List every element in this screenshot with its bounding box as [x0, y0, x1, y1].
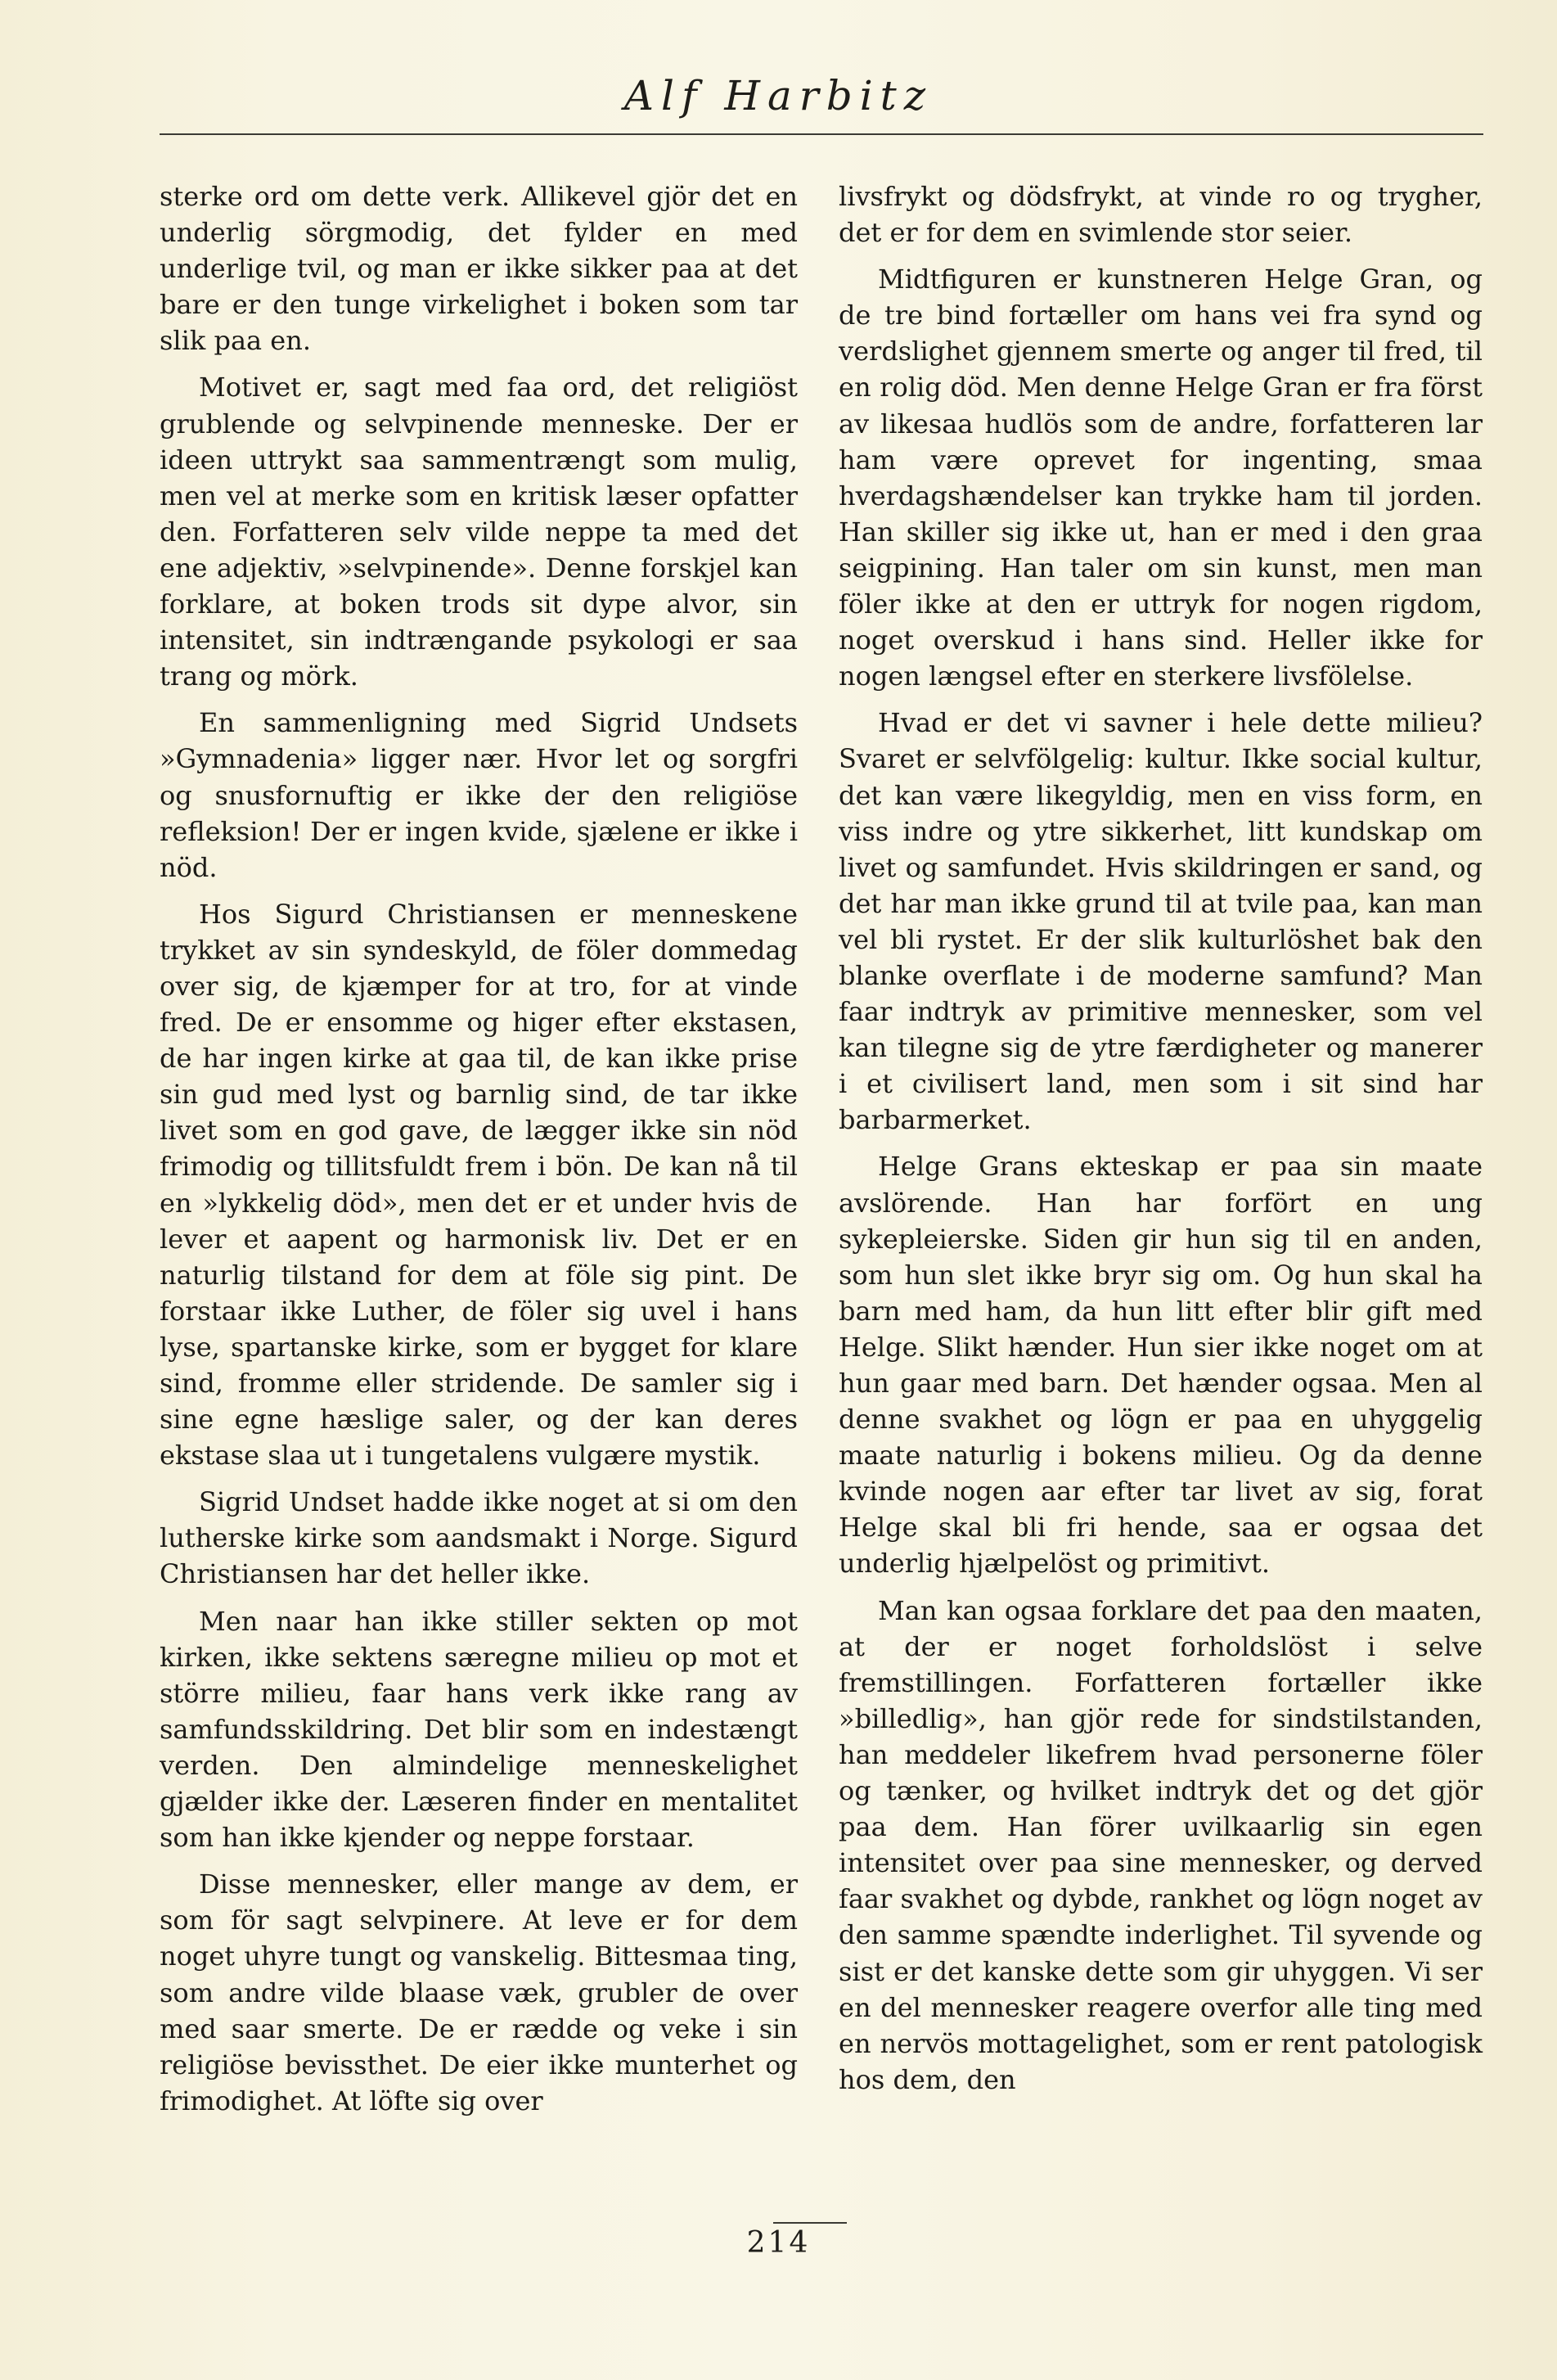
- paragraph: Disse mennesker, eller mange av dem, er som för sagt selvpinere. At leve er for dem noget uhyre tungt og vanskelig. Bittesmaa ting, som andre vilde blaase væk, grubler de over med saar smerte. De er rædde og veke i sin religiöse bevissthet. De eier ikke munterhet og frimodighet. At löfte sig over: [160, 1868, 798, 2116]
- header-rule: [160, 133, 1483, 135]
- running-header-title: Alf Harbitz: [623, 72, 934, 119]
- paragraph: Men naar han ikke stiller sekten op mot kirken, ikke sektens særegne milieu op mot et större milieu, faar hans verk ikke rang av samfundsskildring. Det blir som en indestængt verden. Den almindelige menneskelighet gjælder ikke der. Læseren finder en mentalitet som han ikke kjender og neppe forstaar.: [160, 1605, 798, 1854]
- paragraph: Man kan ogsaa forklare det paa den maaten, at der er noget forholdslöst i selve fremstillingen. Forfatteren fortæller ikke »billedlig», han gjör rede for sindstilstanden, han meddeler likefrem hvad personerne föler og tænker, og hvilket indtryk det og det gjör paa dem. Han förer uvilkaarlig sin egen intensitet over paa sine mennesker, og derved faar svakhet og dybde, rankhet og lögn noget av den samme spændte inderlighet. Til syvende og sist er det kanske dette som gir uhyggen. Vi ser en del mennesker reagere overfor alle ting med en nervös mottagelighet, som er rent patologisk hos dem, den: [839, 1594, 1483, 2095]
- paragraph: Midtfiguren er kunstneren Helge Gran, og de tre bind fortæller om hans vei fra synd og verdslighet gjennem smerte og anger til fred, til en rolig död. Men denne Helge Gran er fra först av likesaa hudlös som de andre, forfatteren lar ham være oprevet for ingenting, smaa hverdagshændelser kan trykke ham til jorden. Han skiller sig ikke ut, han er med i den graa seigpining. Han taler om sin kunst, men man föler ikke at den er uttryk for nogen rigdom, noget overskud i hans sind. Heller ikke for nogen længsel efter en sterkere livsfölelse.: [839, 264, 1483, 692]
- paragraph: Helge Grans ekteskap er paa sin maate avslörende. Han har forfört en ung sykepleierske. Siden gir hun sig til en anden, som hun slet ikke bryr sig om. Og hun skal ha barn med ham, da hun litt efter blir gift med Helge. Slikt hænder. Hun sier ikke noget om at hun gaar med barn. Det hænder ogsaa. Men al denne svakhet og lögn er paa en uhyggelig maate naturlig i bokens milieu. Og da denne kvinde nogen aar efter tar livet av sig, forat Helge skal bli fri hende, saa er ogsaa det underlig hjælpelöst og primitivt.: [839, 1151, 1483, 1580]
- paragraph: En sammenligning med Sigrid Undsets »Gymnadenia» ligger nær. Hvor let og sorgfri og snusfornuftig er ikke der den religiöse refleksion! Der er ingen kvide, sjælene er ikke i nöd.: [160, 707, 798, 883]
- paragraph: Hos Sigurd Christiansen er menneskene trykket av sin syndeskyld, de föler dommedag over sig, de kjæmper for at tro, for at vinde fred. De er ensomme og higer efter ekstasen, de har ingen kirke at gaa til, de kan ikke prise sin gud med lyst og barnlig sind, de tar ikke livet som en god gave, de lægger ikke sin nöd frimodig og tillitsfuldt frem i bön. De kan nå til en »lykkelig död», men det er et under hvis de lever et aapent og harmonisk liv. Det er en naturlig tilstand for dem at föle sig pint. De forstaar ikke Luther, de föler sig uvel i hans lyse, spartanske kirke, som er bygget for klare sind, fromme eller stridende. De samler sig i sine egne hæslige saler, og der kan deres ekstase slaa ut i tungetalens vulgære mystik.: [160, 898, 798, 1472]
- paragraph: Motivet er, sagt med faa ord, det religiöst grublende og selvpinende menneske. Der er ideen uttrykt saa sammentrængt som mulig, men vel at merke som en kritisk læser opfatter den. Forfatteren selv vilde neppe ta med det ene adjektiv, »selvpinende». Denne forskjel kan forklare, at boken trods sit dype alvor, sin intensitet, sin indtrængande psykologi er saa trang og mörk.: [160, 372, 798, 692]
- page-number-rule: [773, 2222, 847, 2224]
- paragraph: livsfrykt og dödsfrykt, at vinde ro og trygher, det er for dem en svimlende stor seier.: [839, 181, 1483, 249]
- paragraph: Hvad er det vi savner i hele dette milieu? Svaret er selvfölgelig: kultur. Ikke social kultur, det kan være likegyldig, men en viss form, en viss indre og ytre sikkerhet, litt kundskap om livet og samfundet. Hvis skildringen er sand, og det har man ikke grund til at tvile paa, kan man vel bli rystet. Er der slik kulturlöshet bak den blanke overflate i de moderne samfund? Man faar indtryk av primitive mennesker, som vel kan tilegne sig de ytre færdigheter og manerer i et civilisert land, men som i sit sind har barbarmerket.: [839, 707, 1483, 1136]
- paragraph: Sigrid Undset hadde ikke noget at si om den lutherske kirke som aandsmakt i Norge. Sigurd Christiansen har det heller ikke.: [160, 1486, 798, 1590]
- left-column: [160, 178, 798, 2119]
- right-column: [839, 178, 1483, 2098]
- page-number: 214: [746, 2226, 811, 2260]
- paragraph: sterke ord om dette verk. Allikevel gjör det en underlig sörgmodig, det fylder en med underlige tvil, og man er ikke sikker paa at det bare er den tunge virkelighet i boken som tar slik paa en.: [160, 181, 798, 357]
